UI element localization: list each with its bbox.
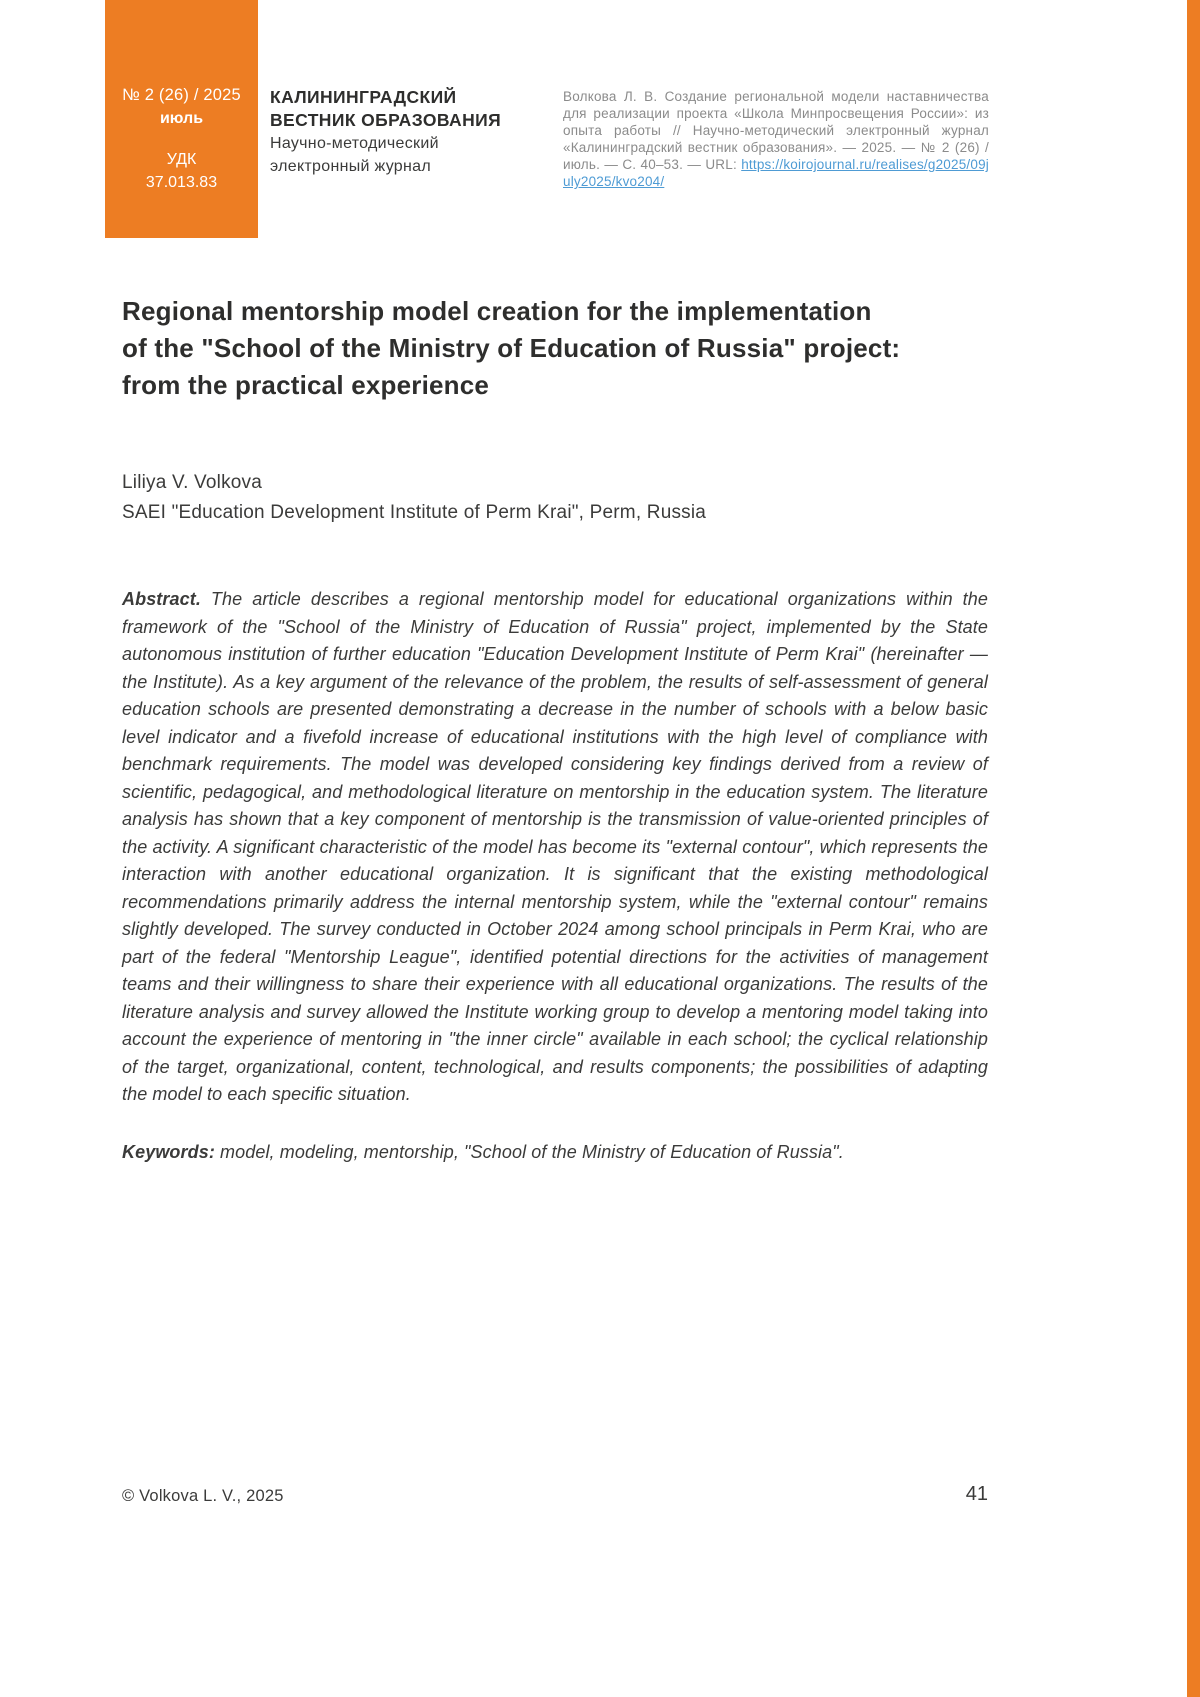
right-accent-bar: [1187, 0, 1200, 1697]
journal-subtitle-line1: Научно-методический: [270, 135, 439, 152]
abstract-text: The article describes a regional mentorship model for educational organizations within the framework of the "School of the Ministry of Education of Russia" project, implemented by the State autonomous institution of further education "Education Development Institute of Perm Krai" (hereinafter — the Institute). As a key argument of the relevance of the problem, the results of self-assessment of general education schools are presented demonstrating a decrease in the number of schools with a below basic level indicator and a fivefold increase of educational institutions with the high level of compliance with benchmark requirements. The model was developed considering key findings derived from a review of scientific, pedagogical, and methodological literature on mentorship in the education system. The literature analysis has shown that a key component of mentorship is the transmission of value-oriented principles of the activity. A significant characteristic of the model has become its "external contour", which represents the interaction with another educational organization. It is significant that the existing methodological recommendations primarily address the internal mentorship system, while the "external contour" remains slightly developed. The survey conducted in October 2024 among school principals in Perm Krai, who are part of the federal "Mentorship League", identified potential directions for the activities of management teams and their willingness to share their experience with all educational organizations. The results of the literature analysis and survey allowed the Institute working group to develop a mentoring model taking into account the experience of mentoring in "the inner circle" available in each school; the cyclical relationship of the target, organizational, content, technological, and results components; the possibilities of adapting the model to each specific situation.: [122, 589, 988, 1104]
journal-subtitle-line2: электронный журнал: [270, 157, 431, 175]
issue-box: [105, 0, 258, 238]
citation-link[interactable]: https://koirojournal.ru/realises/g2025/09july2025/kvo204/: [563, 157, 989, 189]
journal-header: [270, 86, 501, 178]
page-number: 41: [965, 1483, 988, 1505]
author-affiliation: SAEI "Education Development Institute of Perm Krai", Perm, Russia: [122, 502, 707, 523]
issue-month: июль: [159, 110, 204, 127]
keywords-label: Keywords:: [122, 1141, 215, 1162]
issue-number: № 2 (26) / 2025: [122, 86, 241, 104]
article-title-line2: of the "School of the Ministry of Education of Russia" project:: [122, 333, 901, 363]
journal-title-line2: ВЕСТНИК ОБРАЗОВАНИЯ: [270, 109, 502, 130]
footer-copyright: © Volkova L. V., 2025: [122, 1487, 284, 1505]
keywords-text: model, modeling, mentorship, "School of the Ministry of Education of Russia".: [214, 1141, 844, 1162]
citation-text: Волкова Л. В. Создание региональной модели наставничества для реализации проекта «Школа Минпросвещения России»: из опыта работы // Научно-методический электронный журнал «Калининградский вестник образования». — 2025. — № 2 (26) / июль. — С. 40–53. — URL:: [563, 89, 989, 172]
journal-title-line1: КАЛИНИНГРАДСКИЙ: [270, 87, 457, 107]
article-title: [122, 293, 988, 404]
udk-value: 37.013.83: [145, 174, 218, 191]
abstract-label: Abstract.: [122, 589, 201, 609]
article-title-line1: Regional mentorship model creation for the implementation: [122, 296, 872, 326]
keywords: [122, 1139, 988, 1167]
author-name: Liliya V. Volkova: [122, 472, 263, 493]
abstract: [122, 586, 988, 1109]
udk-label: УДК: [166, 151, 197, 168]
article-title-line3: from the practical experience: [122, 370, 490, 400]
author-block: [122, 468, 988, 528]
citation-block: [563, 88, 989, 190]
article: [122, 293, 988, 1166]
